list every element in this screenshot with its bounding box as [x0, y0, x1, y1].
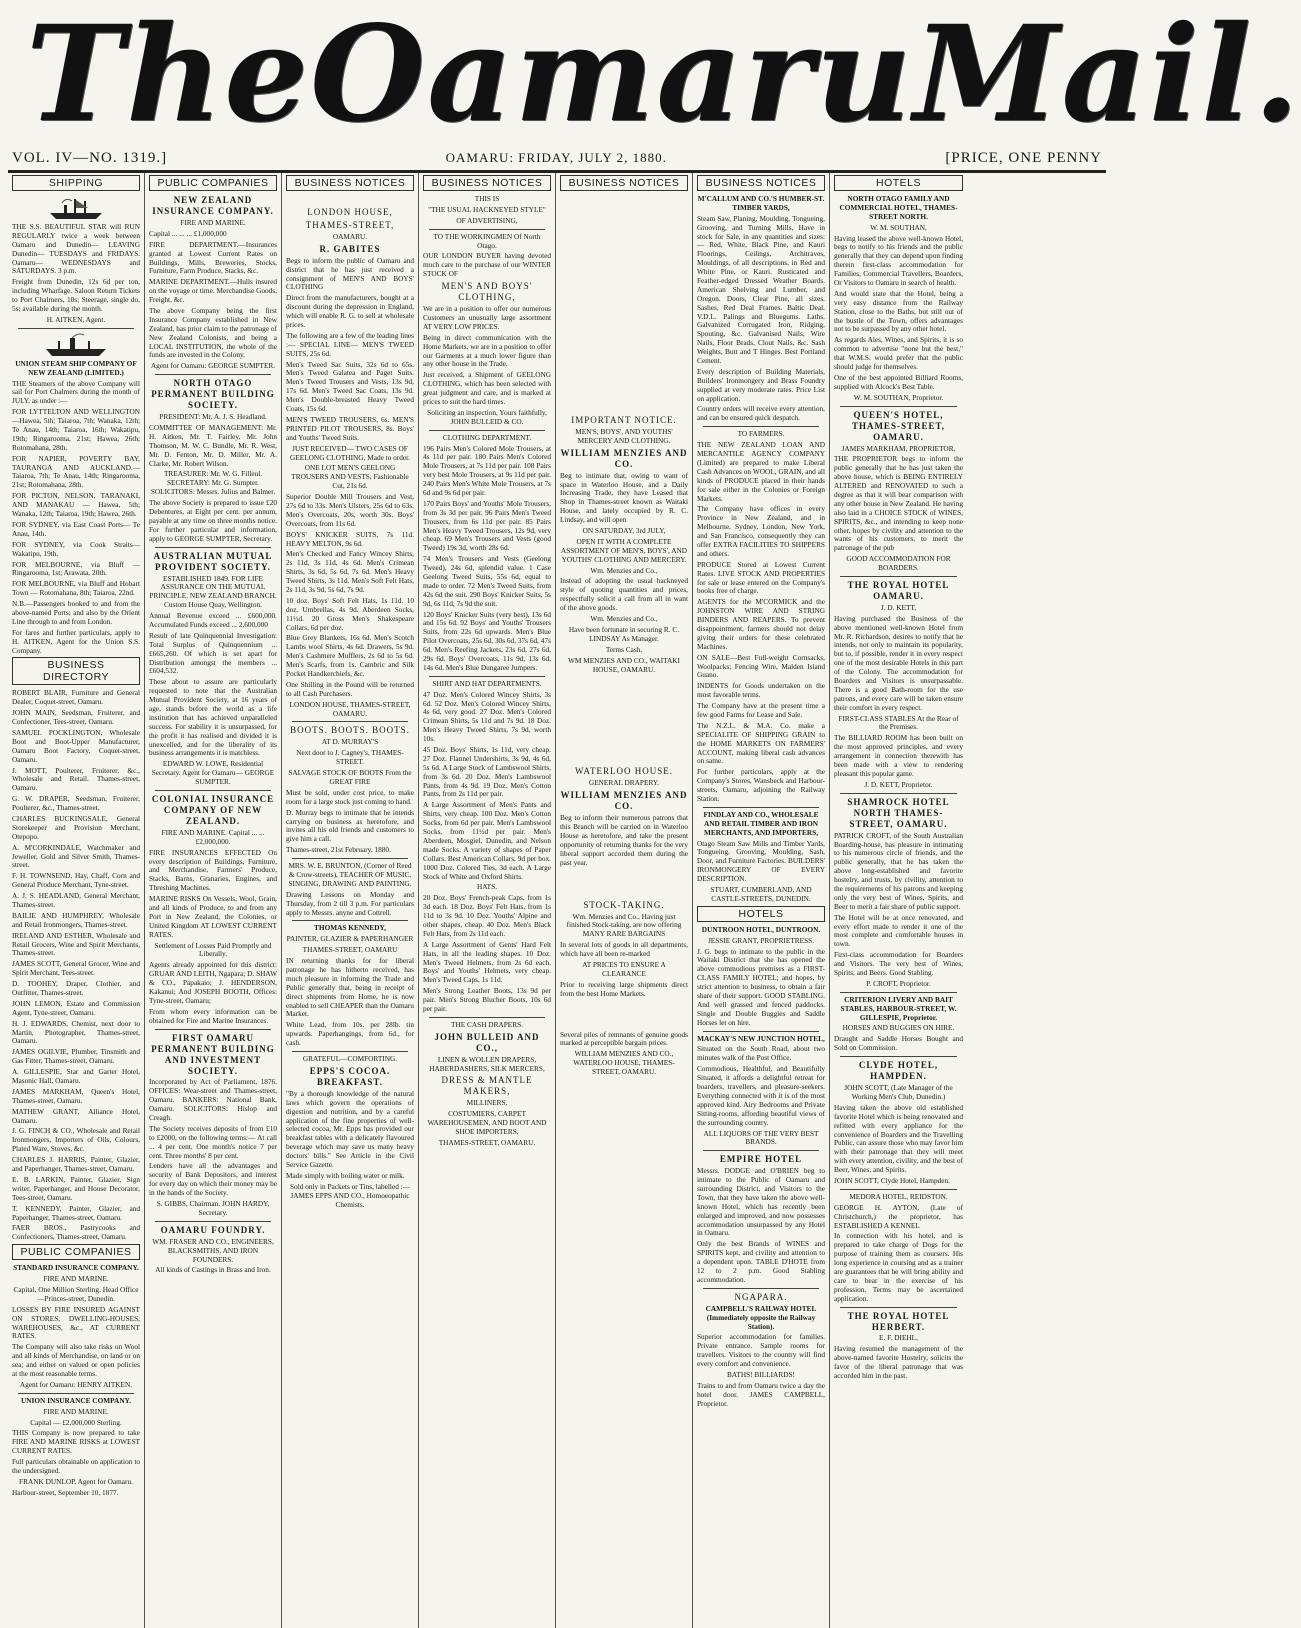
gabites-footer: LONDON HOUSE, THAMES-STREET, OAMARU. [289, 699, 411, 718]
kett-signoff: J. D. KETT, Proprietor. [864, 779, 933, 789]
mccallum-materials: Every description of Building Materials, Builders' Ironmongery and Brass Foundry supplied at very moderate rates. Price List on application. [697, 366, 825, 403]
directory-entry: FAER BROS., Pastrycooks and Confectioners, Thames-street, Oamaru. [12, 1223, 140, 1242]
north-otago-body: The above Society is prepared to issue £20 Debentures, at Eight per cent. per annum, payable at any time on three months notice. For further particular and information, apply to GEORGE SUMPTER, Secretary. [149, 498, 277, 543]
column-1 [8, 173, 145, 1628]
queens-hotel-body: THE PROPRIETOR begs to inform the public generally that he has just taken the above house, which is BEING ENTIRELY ALTERED and RENOVATED to such a degree as that it will bear comparison with any other house in New Zealand. He having also laid in a CHOICE STOCK of WINES, SPIRITS, &c., and intending to keep none other, hopes by civility and attention to the wants of his customers, to merit the patronage of the pub [834, 454, 963, 553]
colonial-insurance-marine: MARINE RISKS On Vessels, Wool, Grain, and all kinds of Produce, to and from any Port in New Zealand, the Colonies, or United Kingdom AT LOWEST CURRENT RATES. [149, 894, 277, 939]
bulleid-costumiers: COSTUMIERS, CARPET WAREHOUSEMEN, AND BOOT AND SHOE IMPORTERS, [427, 1109, 547, 1137]
to-farmers: TO FARMERS. [737, 429, 785, 439]
nzlma-farms: The Company have at the present time a few good Farms for Lease and Sale. [697, 701, 825, 719]
mccallum-stock: Steam Saw, Planing, Moulding, Tongueing, Grooving, and Turning Mills, Have in stock for Sale, in any quantities and sizes:— Red, White, Black Pine, and Kauri Floorings, Ceilings, Architraves, Mouldings, of all descriptions, in Red and White Pine, or Kauri. Rusticated and Feather-edged Dressed Weather Boards. American Shelving and Lumber, and Oregon. Doors, Clear Pine, all sizes. Sashes, Red Deal Frames. Baltic Deal. V.D.L. Palings and Bluegums. Laths. Galvanized Corrugated Iron, Ridging, Spouting, &c. Galvanised Nails, Wire Nails, Floor Brads, Clout Nails, &c. Sash Weights, Butt and T Hinges. Best Portland Cement. [697, 213, 825, 366]
southan-signoff: W. M. SOUTHAN, Proprietor. [853, 392, 944, 402]
route-melbourne-bluff: FOR MELBOURNE, via Bluff — Ringarooma, 1st; Arawata, 20th. [12, 559, 140, 578]
union-insurance-particulars: Full particulars obtainable on application to the undersigned. [12, 1457, 140, 1475]
menzies-style: Instead of adopting the usual hackneyed style of quoting quantities and prices, respectfully solicit a call from all in want of the above goods. [560, 576, 688, 613]
standard-insurance-risks: The Company will also take risks on Wool and all kinds of Merchandise, on land or on sea; and either on valued or open policies at the most reasonable terms. [12, 1342, 140, 1378]
nz-insurance-body: The above Company being the first Insurance Company established in New Zealand, has prior claim to the patronage of New Zealand Colonists, and being a LOCAL INSTITUTION, the whole of the funds are invested in the Colony. [149, 305, 277, 360]
clyde-hotel-title: CLYDE HOTEL, HAMPDEN. [858, 1060, 939, 1082]
menzies-name: WILLIAM MENZIES AND CO. [560, 447, 688, 469]
epps-cocoa-sold: Sold only in Packets or Tins, labelled :— JAMES EPPS AND CO., Homoeopathic Chemists. [290, 1181, 410, 1209]
bulleid-markets: Being in direct communication with the Home Markets, we are in a position to offer our Garments at a much lower figure than any other house in the Trade. [423, 332, 551, 369]
column-2 [145, 173, 282, 1628]
nz-insurance-agent: Agent for Oamaru: GEORGE SUMPTER. [150, 361, 276, 371]
route-picton: FOR PICTON, NELSON, TARANAKI, AND MANAKAU — Hawea, 5th; Wanaka, 12th; Taiaroa, 19th; Hawea, 26th. [12, 491, 140, 519]
section-heading-public-companies: PUBLIC COMPANIES [12, 1244, 140, 1260]
southan-name: W. M. SOUTHAN, [870, 222, 927, 232]
southan-location: And would state that the Hotel, being a very easy distance from the Railway Station, close to the Baths, but still out of the bustle of the Town, offers advantages not to be surpassed by any other hotel. [834, 288, 963, 334]
north-otago-committee: COMMITTEE OF MANAGEMENT: Mr. H. Aitken, Mr. T. Fairley, Mr. John Thomson, M. W. C. Bundle, Mr. R. West, Mr. D. Fenton, Mr. D. Miller, Mr. A. Clarke, Mr. Robert Wilson. [149, 422, 277, 468]
menzies-assortment: OPEN IT WITH A COMPLETE ASSORTMENT OF MEN'S, BOYS', AND YOUTHS' CLOTHING AND MERCERY. [560, 536, 688, 564]
union-steam-ship-title: UNION STEAM SHIP COMPANY OF NEW ZEALAND (LIMITED.) [15, 358, 137, 377]
epps-cocoa-title: EPPS'S COCOA. BREAKFAST. [309, 1065, 391, 1087]
gabites-trousers: MEN'S TWEED TROUSERS, 6s. MEN'S PRINTED PILOT TROUSERS, 8s. Boys' and Youths' Tweed Suits. [286, 414, 414, 442]
north-otago-hotel-title: NORTH OTAGO FAMILY AND COMMERCIAL HOTEL, THAMES-STREET NORTH. [839, 194, 958, 221]
directory-entry: A. J. S. HEADLAND, General Merchant, Thames-street. [12, 891, 140, 909]
section-heading-business-directory: BUSINESS DIRECTORY [12, 657, 140, 685]
brunton-lessons: Drawing Lessons on Monday and Thursday, from 2 till 3 p.m. For particulars apply to Messrs. anyne and Cottrell. [286, 889, 414, 917]
shamrock-accommodation: First-class accommodation for Boarders and Visitors. The very best of Wines, Spirits, and Beers. Good Stabling. [834, 950, 963, 977]
duntroon-hotel-title: DUNTROON HOTEL, DUNTROON. [701, 924, 821, 934]
directory-entry: ROBERT BLAIR, Furniture and General Dealer, Coquet-street, Oamaru. [12, 688, 140, 707]
clothing-list-3: 74 Men's Trousers and Vests (Geelong Tweed), 24s 6d, splendid value. 1 Case Geelong Tweed Suits, 55s 6d, equal to made to order. 72 Men's Tweed Suits, from 42s 6d the suit. 290 Boys' Knicker Suits, 5s 9d, 6s 11d, 7s 9d the suit. [423, 554, 551, 608]
directory-entry: A. M'CORKINDALE, Watchmaker and Jeweller, Gold and Silver Smith, Thames-street. [12, 842, 140, 870]
volume-number: VOL. IV—NO. 1319.] [12, 150, 168, 166]
epps-cocoa-made: Made simply with boiling water or milk. [286, 1170, 405, 1180]
ngapara-heading: NGAPARA. [734, 1291, 788, 1302]
clothing-list-4: 120 Boys' Knicker Suits (very best), 13s 6d and 15s 6d. 92 Boys' and Youths' Trousers Suits, from 22s 6d upwards. Men's Blue Pilot Overcoats, 25s 6d, 30s 6d, 37s 6d, 47s 6d. Men's Reefing Jackets, 23s 6d, 27s 6d, 29s 6d. Boys' Overcoats, 11s 9d, 13s 6d, 14s 6d. Men's Blue Dungaree Jumpers. [423, 609, 551, 672]
royal-hotel-body: Having purchased the Business of the above mentioned well-known Hotel from Mr. R. Richardson, desires to notify that he intends, not only to maintain its popularity, but to, if possible, render it in every respect one of the most desirable Hotels in this part of the Colony. The accommodation for Boarders and Visitors is unsurpassable. There is a good Bath-room for the use patrons, and every care will be taken ensure their comfort in every respect. [834, 613, 963, 712]
mccallum-country: Country orders will receive every attention, and can be ensured quick despatch. [697, 404, 825, 423]
findlay-address: STUART, CUMBERLAND, AND CASTLE-STREETS, DUNEDIN. [710, 885, 812, 903]
diehl-body: Having resumed the management of the above-named favorite Hostelry, solicits the favor of the liberal patronage that was accorded him in the past. [834, 1344, 963, 1381]
standard-insurance-agent: Agent for Oamaru: HENRY AITKEN. [19, 1379, 133, 1389]
directory-entry: A. GILLESPIE, Star and Garter Hotel, Masonic Hall, Oamaru. [12, 1067, 140, 1086]
directory-entry: SAMUEL POCKLINGTON, Wholesale Boot and Boot-Upper Manufacturer, Oamaru Boot Factory, Coquet-street, Oamaru. [12, 727, 140, 764]
column-4 [419, 173, 556, 1628]
route-lyttelton: FOR LYTTELTON AND WELLINGTON —Hawea, 5th; Taiaroa, 7th; Wanaka, 12th; Te Anau, 14th; Taiaroa, 16th; Wakatipu, 19th; Ringarooma, 21st; Hawea, 26th; Rotomahana, 28th. [12, 407, 140, 452]
masthead-word-oamaru: Oamaru [310, 0, 914, 152]
royal-hotel-stables: FIRST-CLASS STABLES At the Rear of the Premises. [838, 713, 959, 732]
clyde-body: Having taken the above old established favorite Hotel which is being renovated and refitted with every appliance for the convenience of Boarders and the Travelling Public, can assure those who may favor him with their patronage that they will meet with every attention, civility, and the best of Beer, Wines, and Spirits. [834, 1102, 963, 1175]
ad-agent-aitken: H. AITKEN, Agent. [46, 314, 106, 324]
directory-entry: IRELAND AND ESTHER, Wholesale and Retail Grocers, Wine and Spirit Merchants, Thames-street. [12, 930, 140, 958]
section-heading-hotels: HOTELS [834, 175, 963, 191]
bulleid-hackneyed: "THE USUAL HACKNEYED STYLE" [428, 204, 546, 214]
bulleid-clothing-heading: MEN'S AND BOYS' CLOTHING, [441, 281, 533, 303]
bulleid-geelong: Just received, a Shipment of GEELONG CLOTHING, which has been selected with great judgment and care, and is marked at prices to suit the hard times. [423, 370, 551, 406]
amp-society-surplus: Result of late Quinquennial Investigation: Total Surplus of Quinquennium ...£665,260. Of which is set apart for Distribution amongst the members ...£604,532. [149, 630, 277, 676]
medora-hotel-title: MEDORA HOTEL, REIDSTON. [849, 1191, 948, 1201]
bulleid-dress: DRESS & MANTLE MAKERS, [441, 1075, 533, 1097]
london-house-town: OAMARU. [332, 231, 368, 241]
route-napier: FOR NAPIER, POVERTY BAY, TAURANGA AND AUCKLAND.—Taiaroa, 7th; Te Anau, 14th; Ringarooma, 21st; Rotomahana, 28th. [12, 453, 140, 490]
colonial-insurance-title: COLONIAL INSURANCE COMPANY OF NEW ZEALAND. [151, 793, 275, 826]
menzies-waitaki: WM MENZIES AND CO., WAITAKI HOUSE, OAMARU. [568, 655, 680, 674]
queens-hotel-boarders: GOOD ACCOMMODATION FOR BOARDERS. [846, 554, 951, 573]
royal-hotel-title: THE ROYAL HOTEL OAMARU. [847, 579, 950, 601]
waterloo-house: WATERLOO HOUSE. [575, 766, 673, 777]
directory-entry: T. KENNEDY, Painter, Glazier, and Paperhanger, Thames-street, Oamaru. [12, 1203, 140, 1222]
murray-intimate: D. Murray begs to intimate that he intends carrying on business as heretofore, and invites all his old friends and customers to give him a call. [286, 807, 414, 844]
amp-society-title: AUSTRALIAN MUTUAL PROVIDENT SOCIETY. [153, 550, 273, 572]
route-melbourne-hobart: FOR MELBOURNE, via Bluff and Hobart Town — Rotomahana, 8th; Taiaroa, 22nd. [12, 579, 140, 598]
royal-hotel-billiards: The BILLIARD ROOM has been built on the most approved principles, and every arrangement in connection therewith has been made with a view to rendering pleasant this popular game. [834, 733, 963, 778]
directory-entry: CHARLES J. HARRIS, Painter, Glazier, and Paperhanger, Thames-street, Oamaru. [12, 1155, 140, 1174]
menzies-remnants: Several piles of remnants of genuine goods marked at perceptible bargain prices. [560, 1029, 688, 1048]
oamaru-foundry-title: OAMARU FOUNDRY. [160, 1224, 266, 1235]
kett-name: J. D. KETT, [880, 602, 917, 612]
gabites-knicker: BOYS' KNICKER SUITS, 7s 11d. HEAVY MELTON, 9s 6d. [286, 529, 414, 548]
menzies-remarked: In several lots of goods in all departments, which have all been re-marked [560, 940, 688, 959]
bulleid-firm-name: JOHN BULLEID AND CO., [434, 1031, 540, 1053]
gabites-blankets: Blue Grey Blankets, 16s 6d. Men's Scotch Lambs wool Shirts, 4s 6d. Drawers, 5s 9d. Men's Cashmere Mufflers, 2s 6d to 5s 6d. Men's Scarfs, from 1s. Cambric and Silk Pocket Handkerchiefs, &c. [286, 633, 414, 678]
ship-icon [46, 195, 106, 221]
first-oamaru-building-offices: Incorporated by Act of Parliament, 1876. OFFICES: Wear-street and Thames-street, Oamaru. BANKERS: National Bank, Oamaru. SOLICITORS: Hislop and Creagh. [149, 1077, 277, 1123]
route-note: N.B.—Passengers booked to and from the above-named Ports; and also by the Orient Line through to and from London. [12, 599, 140, 626]
hats-heading: HATS. [476, 882, 498, 892]
duntroon-proprietress: JESSIE GRANT, PROPRIETRESS. [707, 935, 815, 945]
gabites-name: R. GABITES [319, 243, 381, 254]
hats-list-1: 20 Doz. Boys' French-peak Caps, from 1s 3d each. 18 Doz. Boys' Felt Hats, from 1s 11d to 3s 9d. 10 Doz. Youths' Alpine and other shapes, cheap. 40 Doz. Men's Black Felt Hats, from 2s 11d each. [423, 893, 551, 938]
colonial-insurance-settlement: Settlement of Losses Paid Promptly and Liberally. [154, 940, 272, 959]
gabites-one-lot: ONE LOT MEN'S GEELONG TROUSERS AND VESTS, Fashionable Cut, 21s 6d. [291, 463, 409, 491]
epps-cocoa-body: "By a thorough knowledge of the natural laws which govern the operations of digestion and nutrition, and by a careful application of the fine properties of well-selected cocoa, Mr. Epps has provided our breakfast tables with a delicately flavoured beverage which may save us many heavy doctors' bills." See Article in the Civil Service Gazette. [286, 1088, 414, 1169]
gabites-direct: Direct from the manufacturers, bought at a discount during the depression in England, which will enable R. G. to sell at wholesale prices. [286, 293, 414, 330]
criterion-horses: HORSES AND BUGGIES ON HIRE. [842, 1023, 955, 1033]
column-7 [830, 173, 967, 1628]
union-agent: For fares and further particulars, apply to H. AITKEN, Agent for the Union S.S. Company. [12, 627, 140, 655]
nz-insurance-fire: FIRE DEPARTMENT.—Insurances granted at Lowest Current Rates on Buildings, Mills, Breweries, Stocks, Furniture, Farm Produce, Stacks, &c. [149, 239, 277, 276]
section-heading-business-notices: BUSINESS NOTICES [697, 175, 825, 191]
dateline [8, 150, 1106, 172]
campbell-trains: Trains to and from Oamaru twice a day the hotel door. JAMES CAMPBELL, Proprietor. [697, 1380, 825, 1408]
menzies-name-2: WILLIAM MENZIES AND CO. [560, 790, 688, 812]
southan-body: Having leased the above well-known Hotel, begs to notify to his friends and the public generally that they can depend upon finding therein first-class accommodation for Families, Commercial Travellers, Boarders, Or Visitors to Oamaru in search of health. [834, 233, 963, 288]
kennedy-trade: PAINTER, GLAZIER & PAPERHANGER [286, 934, 414, 944]
standard-insurance-capital: Capital, One Million Sterling. Head Office—Princes-street, Dunedin. [13, 1284, 139, 1303]
boots-headline: BOOTS. BOOTS. BOOTS. [290, 725, 410, 736]
findlay-title: FINDLAY AND CO., WHOLESALE AND RETAIL TIMBER AND IRON MERCHANTS, AND IMPORTERS, [703, 809, 819, 837]
masthead-word-mail: Mail. [913, 0, 1301, 152]
masthead-word-the: The [26, 0, 311, 152]
union-insurance-subtitle: FIRE AND MARINE. [43, 1406, 109, 1416]
clothing-department-heading: CLOTHING DEPARTMENT. [442, 432, 532, 442]
gabites-special: The following are a few of the leading lines :— SPECIAL LINE— MEN'S TWEED SUITS, 25s 6d. [286, 330, 414, 358]
menzies-clearance: AT PRICES TO ENSURE A CLEARANCE [582, 959, 666, 978]
directory-entry: H. J. EDWARDS, Chemist, next door to Martin, Photographer, Thames-street, Oamaru. [12, 1018, 140, 1046]
section-heading-public-companies: PUBLIC COMPANIES [149, 175, 277, 191]
union-insurance-capital: Capital — £2,000,000 Sterling. [30, 1417, 122, 1427]
menzies-intimate: Beg to intimate that, owing to want of space in Waterloo House, and a Daily Increasing Trade, they have Leased that Shop in Thames-street known as Waitaki House, and lately occupied by R. C. Lindsay, and will open [560, 470, 688, 525]
important-notice: IMPORTANT NOTICE. [571, 415, 677, 425]
mackay-body: Commodious, Healthful, and Beautifully Situated, it affords a delightful retreat for boarders, travellers, and pleasure-seekers. Everything connected with it is of the most approved kind. Airy Bedrooms and Private Sitting-rooms, affording beautiful views of the surrounding country. [697, 1064, 825, 1127]
directory-entry: MATHEW GRANT, Alliance Hotel, Oamaru. [12, 1106, 140, 1125]
amp-society-revenue: Annual Revenue exceed ... £600,000. Accumulated Funds exceed ... 2,600,000 [149, 611, 277, 629]
north-otago-officers: TREASURER: Mr. W. G. Filleul. SECRETARY: Mr. G. Sumpter. SOLICITORS: Messrs. Julius and Balmer. [150, 469, 276, 497]
nzlma-particulars: For further particulars, apply at the Company's Stores, Wansbeck and Harbour-streets, Oamaru, adjoining the Railway Station. [697, 767, 825, 803]
markham-proprietor: JAMES MARKHAM, PROPRIETOR. [841, 443, 956, 453]
menzies-terms: Terms Cash. [605, 644, 643, 654]
directory-entry: D. TOOHEY, Draper, Clothier, and Outfitter, Thames-street. [12, 979, 140, 998]
kennedy-name: THOMAS KENNEDY, [314, 923, 386, 933]
clyde-signoff: JOHN SCOTT, Clyde Hotel, Hampden. [834, 1175, 950, 1185]
queens-hotel-title: QUEEN'S HOTEL, THAMES-STREET, OAMARU. [851, 409, 946, 442]
duntroon-body: J. G. begs to intimate to the public in the Waitaki District that she has opened the above commodious premises as a FIRST-CLASS FAMILY HOTEL; and hopes, by strict attention to business, to obtain a fair share of their support. GOOD STABLING. And well grassed and fenced paddocks. Single and Double Buggies and Saddle Horses let on hire. [697, 946, 825, 1027]
colonial-insurance-info: From whom every information can be obtained for Fire and Marine Insurances. [149, 1006, 277, 1025]
gabites-suits: Men's Tweed Sac Suits, 32s 6d to 65s. Men's Tweed Galatea and Paget Suits. Men's Tweed Trousers and Vests, 13s 9d, 17s 6d. Men's Tweed Sac Coats, 13s 9d. Men's Double-breasted Heavy Tweed Coats, 15s 6d. [286, 359, 414, 414]
gabites-hats: 10 doz. Boys' Soft Felt Hats, 1s 11d. 10 doz. Umbrellas, 4s 9d. Aberdeen Socks, 11½d. 20 Gross Men's Shakespeare Collars, 6d per doz. [286, 595, 414, 632]
section-heading-business-notices: BUSINESS NOTICES [423, 175, 551, 191]
shirt-hat-heading: SHIRT AND HAT DEPARTMENTS. [432, 678, 542, 688]
bulleid-trades: LINEN & WOLLEN DRAPERS, HABERDASHERS, SILK MERCERS, [429, 1054, 545, 1073]
union-steam-ship-intro: THE Steamers of the above Company will sail for Port Chalmers during the month of JULY, as under :— [12, 378, 140, 406]
route-sydney-cook: FOR SYDNEY, via Cook Straits—Wakatipu, 19th. [12, 539, 140, 558]
croft-signoff: P. CROFT, Proprietor. [866, 978, 931, 988]
column-6 [693, 173, 830, 1628]
ayton-kennel: GEORGE H. AYTON, (Late of Christchurch,) the proprietor, has ESTABLISHED A KENNEL [834, 1202, 963, 1230]
north-otago-building-title: NORTH OTAGO PERMANENT BUILDING SOCIETY. [151, 378, 275, 411]
campbell-hotel-body: Superior accommodation for families. Private entrance. Sample rooms for travellers. Visitors to the country will find every comfort and convenience. [697, 1332, 825, 1369]
gabites-intro: Begs to inform the public of Oamaru and district that he has just received a consignment of MEN'S AND BOYS' CLOTHING [286, 255, 414, 292]
oamaru-foundry-owners: WM. FRASER AND CO., ENGINEERS, BLACKSMITHS, AND IRON FOUNDERS. [152, 1236, 274, 1264]
ad-beautiful-star: THE S.S. BEAUTIFUL STAR will RUN REGULARLY twice a week between Oamaru and Dunedin— LEAVING Dunedin— TUESDAYS and FRIDAYS. Oamaru— WEDNESDAYS and SATURDAYS. 3 p.m. [12, 222, 140, 276]
first-oamaru-building-lenders: Lenders have all the advantages and security of Bank Depositors, and interest for every day on which their money may be in the hands of the Society. [149, 1161, 277, 1198]
findlay-mills: Otago Steam Saw Mills and Timber Yards, Tongueing, Grooving, Moulding, Sash, Door, and Furniture Factories. BUILDERS' IRONMONGERY OF EVERY DESCRIPTION. [697, 838, 825, 884]
amp-society-body: These about to assure are particularly requested to note that the Australian Mutual Provident Society, at 16 years of age, stands before the world as a life institution that has achieved unparalleled success. For stability it is unsurpassed, for the profit it has realised and divided it is unexcelled, and for the liberality of its business arrangements it is matchless. [149, 677, 277, 758]
union-insurance-body: THIS Company is now prepared to take FIRE AND MARINE RISKS at LOWEST CURRENT RATES. [12, 1428, 140, 1456]
kennedy-prices: White Lead, from 10s. per 28lb. tin upwards. Paperhangings, from 6d., for cash. [286, 1020, 414, 1048]
menzies-mercery: MEN'S, BOYS', AND YOUTHS' MERCERY AND CLOTHING. [575, 426, 673, 445]
criterion-commission: Draught and Saddle Horses Bought and Sold on Commission. [834, 1034, 963, 1053]
epps-tagline: GRATEFUL—COMFORTING. [302, 1054, 398, 1064]
bulleid-signoff: Soliciting an inspection, Yours faithfully, JOHN BULLEID & CO. [427, 407, 547, 426]
murray-salvage: SALVAGE STOCK OF BOOTS From the GREAT FIRE [288, 768, 412, 786]
directory-entry: F. H. TOWNSEND, Hay, Chaff, Corn and General Produce Merchant, Tyne-street. [12, 871, 140, 890]
empire-hotel-title: EMPIRE HOTEL [719, 1154, 803, 1165]
diehl-name: E. F. DIEHL, [879, 1333, 918, 1343]
nzlma-on-sale: ON SALE—Best Full-weight Cornsacks, Woolpacks; Fencing Wire, Malden Island Guano. [697, 652, 825, 680]
steamer-icon [44, 332, 108, 358]
gabites-overcoats: Superior Double Mill Trousers and Vest, 27s 6d to 33s. Men's Ulsters, 25s 6d to 63s. Men's Overcoats, 20s, worth 30s. Boys' Overcoats, from 11s 6d. [286, 492, 414, 528]
gabites-shilling: One Shilling in the Pound will be returned to all Cash Purchasers. [286, 679, 414, 698]
kennedy-body: IN returning thanks for for liberal patronage he has hitherto received, has much pleasure in informing the Trade and Public generally that, being in receipt of direct shipments from Home, he is now enabled to sell CHEAPER than the Oamaru Market. [286, 956, 414, 1019]
directory-entry: G. W. DRAPER, Seedsman, Fruiterer, Poulterer, &c., Thames-street. [12, 794, 140, 813]
clyde-scott: JOHN SCOTT, (Late Manager of the Working Men's Club, Dunedin.) [844, 1083, 953, 1101]
first-oamaru-building-deposits: The Society receives deposits of from £10 to £2000, on the following terms:— At call ... 4 per cent. One month's notice 7 per cent. Three months' 8 per cent. [149, 1123, 277, 1160]
union-insurance-agent: FRANK DUNLOP, Agent for Oamaru. [19, 1476, 133, 1486]
bulleid-position: We are in a position to offer our numerous Customers an unusually large assortment AT VERY LOW PRICES. [423, 304, 551, 331]
southan-billiards: One of the best appointed Billiard Rooms, supplied with Alcock's Best Table. [834, 372, 963, 391]
gabites-shirts: Men's Checked and Fancy Wincey Shirts, 2s 11d, 3s 11d, 4s 6d. Men's Crimean Shirts, 3s 6d, 5s 6d, 7s 6d. Men's Heavy Tweed Shirts, 3s 11d. Men's Soft Felt Hats, 2s 11d, 3s 9d, 5s 6d, 7s 9d. [286, 549, 414, 594]
nzlma-agents: AGENTS for the M'CORMICK and the JOHNSTON WIRE AND STRING BINDERS AND REAPERS. To prevent disappointment, farmers should not delay giving their orders for these celebrated Machines. [697, 597, 825, 651]
gabites-geelong: JUST RECEIVED— TWO CASES OF GEELONG CLOTHING, Made to order. [290, 443, 410, 462]
masthead [8, 0, 1301, 152]
murray-address: Next door to J. Cagney's, THAMES-STREET. [296, 748, 404, 767]
bulleid-milliners: MILLINERS, [466, 1098, 508, 1108]
shamrock-renovated: The Hotel will be at once renovated, and every effort made to render it one of the most complete and comfortable houses in town. [834, 912, 963, 949]
cash-drapers: THE CASH DRAPERS. [451, 1019, 523, 1029]
clothing-list-2: 170 Pairs Boys' and Youths' Mole Trousers, from 3s 3d per pair. 96 Pairs Men's Tweed Trousers, from 6s 11d per pair. 85 Pairs Men's Heavy Tweed Trousers, 12s 9d, very cheap. 69 Men's Trousers and Vests (good Tweed) 19s 3d, worth 28s 6d. [423, 498, 551, 553]
menzies-waterloo-address: WILLIAM MENZIES AND CO., WATERLOO HOUSE, THAMES-STREET, OAMARU. [573, 1049, 675, 1077]
first-oamaru-building-officers: S. GIBBS, Chairman. JOHN HARDY, Secretary. [156, 1199, 270, 1217]
nzlma-indents: INDENTS for Goods undertaken on the most favorable terms. [697, 681, 825, 700]
ad-freight-rates: Freight from Dunedin, 12s 6d per ton, including Wharfage. Saloon Return Tickets to Port Chalmers, 10s; Steerage, single do, 5s; available during the month. [12, 277, 140, 314]
amp-society-agent: EDWARD W. LOWE, Residential Secretary. Agent for Oamaru— GEORGE SUMPTER. [151, 759, 275, 787]
stock-taking: STOCK-TAKING. [583, 899, 665, 910]
route-sydney-east: FOR SYDNEY, via East Coast Ports— Te Anau, 14th. [12, 519, 140, 538]
mackay-location: Situated on the South Road, about two minutes walk of the Post Office. [697, 1044, 825, 1063]
mackay-hotel-title: MACKAY'S NEW JUNCTION HOTEL, [697, 1033, 825, 1043]
shamrock-hotel-title: SHAMROCK HOTEL NORTH THAMES-STREET, OAMARU. [847, 796, 950, 829]
directory-entry: JAMES SCOTT, General Grocer, Wine and Spirit Merchant, Tees-street. [12, 959, 140, 978]
north-otago-president: PRESIDENT: Mr. A. J. S. Headland. [159, 412, 267, 422]
menzies-saturday: ON SATURDAY, 3rd JULY, [582, 526, 666, 536]
general-drapery: GENERAL DRAPERY. [588, 778, 660, 788]
section-heading-shipping: SHIPPING [12, 175, 140, 191]
mackay-liquors: ALL LIQUORS OF THE VERY BEST BRANDS. [703, 1128, 819, 1147]
criterion-stables-title: CRITERION LIVERY AND BAIT STABLES, HARBOUR-STREET, W. GILLESPIE, Proprietor. [840, 994, 957, 1022]
bulleid-advertising: OF ADVERTISING, [456, 215, 518, 225]
section-heading-hotels: HOTELS [697, 906, 825, 922]
bulleid-address: THAMES-STREET, OAMARU. [438, 1137, 536, 1147]
shirt-list-1: 47 Doz. Men's Colored Wincey Shirts, 3s 6d. 52 Doz. Men's Colored Wincey Shirts, 4s 6d, very good. 27 Doz. Men's Colored Crimean Shirts, 5s 11d and 7s 9d. 18 Doz. Men's Heavy Tweed Shirts, 7s 9d, worth 10s. [423, 689, 551, 744]
issue-date: OAMARU: FRIDAY, JULY 2, 1880. [445, 150, 667, 165]
empire-hotel-body: Messrs. DODGE and O'BRIEN beg to intimate to the Public of Oamaru and surrounding District, and Visitors to the Town, that they have taken the above well-known Hotel, which has recently been enlarged and improved, and now possesses accommodation unsurpassed by any Hotel in Oamaru. [697, 1166, 825, 1238]
union-insurance-title: UNION INSURANCE COMPANY. [20, 1395, 132, 1405]
london-house-street: THAMES-STREET, [305, 219, 395, 230]
nzlma-intro: THE NEW ZEALAND LOAN AND MERCANTILE AGENCY COMPANY (Limited) are prepared to make Liberal Cash Advances on WOOL, GRAIN, and all kinds of PRODUCE placed in their hands for sale either in the Colonies or Foreign Markets. [697, 440, 825, 503]
nzlma-grain: The N.Z.L. & M.A. Co. make a SPECIALITE OF SHIPPING GRAIN to the HOME MARKETS ON FARMERS' ACCOUNT, making liberal cash advances on same. [697, 720, 825, 766]
section-heading-business-notices: BUSINESS NOTICES [286, 175, 414, 191]
kennedy-address: THAMES-STREET, OAMARU [302, 945, 398, 955]
campbell-hotel-title: CAMPBELL'S RAILWAY HOTEL (Immediately opposite the Railway Station). [705, 1303, 817, 1331]
clothing-list-1: 196 Pairs Men's Colored Mole Trousers, at 4s 11d per pair. 180 Pairs Men's Colored Mole Trousers, at 7s 11d per pair. 108 Pairs very best Mole Trousers, at 9s 11d per pair. 240 Pairs Men's White Mole Trousers, at 7s 6d and 9s 6d per pair. [423, 443, 551, 497]
standard-insurance-title: STANDARD INSURANCE COMPANY. [13, 1263, 139, 1273]
directory-entry: JOHN MAIN, Seedsman, Fruiterer, and Confectioner, Tees-street, Oamaru. [12, 708, 140, 727]
mccallum-title: M'CALLUM AND CO.'S HUMBER-ST. TIMBER YARDS, [697, 194, 825, 212]
price: [PRICE, ONE PENNY [945, 150, 1102, 166]
directory-entry: CHARLES BUCKINGSALE, General Storekeeper and Provision Merchant, Otepopo. [12, 813, 140, 841]
menzies-sig-1: Wm. Menzies and Co., [590, 565, 658, 575]
shirt-list-2: 45 Doz. Boys' Shirts, 1s 11d, very cheap. 27 Doz. Flannel Undershirts, 3s 9d, 4s 6d, 5s 6d. A Large Stock of Lambswool Shirts, from 3s 6d. 20 Doz. Men's Lambswool Pants, from 4s 9d. 19 Doz. Men's Cotton Pants, from 2s 11d per pair. [423, 745, 551, 799]
royal-hotel-herbert-title: THE ROYAL HOTEL HERBERT. [847, 1310, 950, 1332]
directory-entry: JAMES MARKHAM, Queen's Hotel, Thames-street, Oamaru. [12, 1086, 140, 1105]
standard-insurance-subtitle: FIRE AND MARINE. [43, 1274, 109, 1284]
murray-body: Must be sold, under cost price, to make room for a large stock just coming to hand. [286, 787, 414, 806]
campbell-baths: BATHS! BILLIARDS! [727, 1370, 795, 1380]
directory-entry: JOHN LEMON, Estate and Commission Agent, Tyne-street, Oamaru. [12, 998, 140, 1017]
directory-entry: E. B. LARKIN, Painter, Glazier, Sign writer, Paperhanger, and House Decorator, Tees-street, Oamaru. [12, 1174, 140, 1202]
nzlma-offices: The Company have offices in every Province in New Zealand, and in Melbourne, Sydney, London, New York, and San Francisco, consequently they can offer EXTRA FACILITIES TO SHIPPERS and others. [697, 504, 825, 558]
hats-list-2: A Large Assortment of Gents' Hard Felt Hats, in all the leading shapes. 10 Doz. Men's Tweed Helmets, from 2s 6d each. Boys' and Youths' Helmets, very cheap. Men's Tweed Caps, 1s 11d. [423, 939, 551, 985]
shamrock-body: PATRICK CROFT, of the South Australian Boarding-house, has pleasure in intimating to his numerous circle of friends, and the public generally, that he has taken the above long-established and favorite hostelry, and trusts, by civility, attention to the requirements of his patrons and keeping only the very best of Wines, Spirits, and Beer to merit a fair share of public support. [834, 830, 963, 911]
murray-date: Thames-street, 21st February, 1880. [286, 845, 391, 855]
bulleid-buyer: OUR LONDON BUYER having devoted much care to the purchase of our WINTER STOCK OF [423, 251, 551, 279]
column-5 [556, 173, 693, 1628]
colonial-insurance-fire: FIRE INSURANCES EFFECTED On every description of Buildings, Furniture, and Merchandise, Farmers' Produce, Stacks, Barns, Granaries, Engines, and Threshing Machines. [149, 847, 277, 893]
amp-society-branch: ESTABLISHED 1849. FOR LIFE ASSURANCE ON THE MUTUAL PRINCIPLE. NEW ZEALAND BRANCH. Custom House Quay, Wellington. [149, 573, 277, 610]
menzies-manager: Have been fortunate in securing R. C. LINDSAY As Manager. [568, 624, 680, 643]
columns [8, 172, 1106, 1628]
boots-list: Men's Strong Leather Boots, 13s 9d per pair. Men's Strong Blucher Boots, 10s 6d per pair. [423, 986, 551, 1013]
oamaru-foundry-castings: All kinds of Castings in Brass and Iron. [155, 1265, 271, 1275]
standard-insurance-losses: LOSSES BY FIRE INSURED AGAINST ON STORES, DWELLING-HOUSES, WAREHOUSES, &c., AT CURRENT RATES. [12, 1304, 140, 1341]
ayton-body: In connection with his hotel, and is prepared to take charge of Dogs for the purpose of training them as coursers. His long experience in coursing and as a trainer are guarantees that he will bring ability and care to bear in the exercise of his profession. Terms may be ascertained application. [834, 1231, 963, 1303]
column-3 [282, 173, 419, 1628]
empire-hotel-wines: Only the best Brands of WINES and SPIRITS kept, and civility and attention to a dependent upon. TABLE D'HOTE from 12 to 2 p.m. Good Stabling accommodation. [697, 1239, 825, 1284]
directory-entry: J. MOTT, Poulterer, Fruiterer, &c., Wholesale and Retail. Thames-street, Oamaru. [12, 765, 140, 793]
menzies-prior: Prior to receiving large shipments direct from the best Home Markets. [560, 979, 688, 998]
menzies-bargains: Wm. Menzies and Co., Having just finished Stock-taking, are now offering MANY RARE BARGAINS [566, 911, 682, 939]
shirt-list-3: A Large Assortment of Men's Pants and Shirts, very cheap. 100 Doz. Men's Cotton Socks, from 6d per pair. Men's Lambswool Socks, from 11½d per pair. Men's Aberdeen, Mosgiel, Dunedin, and Nelson made Socks. A variety of shapes of Paper Collars. Best American Collars, 9d per box. 1000 Doz. Colored Ties, 3d each. A Large Stock of White and Oxford Shirts. [423, 800, 551, 881]
southan-ales: As regards Ales, Wines, and Spirits, it is so common to advertise "none but the best," that W.M.S. would prefer that the public should judge for themselves. [834, 335, 963, 372]
nz-insurance-marine: MARINE DEPARTMENT.—Hulls insured on the voyage or time. Merchandise Goods, Freight, &c. [149, 277, 277, 305]
directory-entry: J. G. FINCH & CO., Wholesale and Retail Ironmongers, Importers of Oils, Colours, Plated Ware, Stoves, &c. [12, 1126, 140, 1154]
menzies-patrons: Beg to inform their numerous patrons that this Branch will be carried on in Waterloo House as heretofore, and take the present opportunity of returning thanks for the very liberal support accorded them during the past year. [560, 813, 688, 867]
nz-insurance-capital: Capital ... ... ... £1,000,000 [149, 228, 227, 238]
bulleid-this-is: THIS IS [474, 194, 500, 203]
murray-name: AT D. MURRAY'S [321, 737, 379, 747]
directory-entry: BAILIE AND HUMPHREY, Wholesale and Retail Ironmongers, Thames-street. [12, 910, 140, 929]
colonial-insurance-capital: FIRE AND MARINE. Capital ... ... £2,000,000. [161, 827, 265, 846]
union-insurance-date: Harbour-street, September 10, 1877. [12, 1487, 119, 1497]
nz-insurance-title: NEW ZEALAND INSURANCE COMPANY. [152, 195, 274, 216]
first-oamaru-building-title: FIRST OAMARU PERMANENT BUILDING AND INVESTMENT SOCIETY. [151, 1032, 275, 1076]
london-house-title: LONDON HOUSE, [307, 207, 393, 217]
directory-entry: JAMES OGILVIE, Plumber, Tinsmith and Gas Fitter, Thames-street, Oamaru. [12, 1047, 140, 1066]
bulleid-workingmen: TO THE WORKINGMEN Of North Otago. [433, 231, 541, 250]
nz-insurance-subtitle: FIRE AND MARINE. [180, 217, 246, 227]
nzlma-produce: PRODUCE Stored at Lowest Current Rates. LIVE STOCK AND PROPERTIES for sale or lease entered on the Company's books free of charge. [697, 559, 825, 596]
colonial-insurance-agents: Agents already appointed for this district: GRUAR AND LEITH, Ngapara; D. SHAW & CO., Papakaio; J. HENDERSON, Kakanui; And JOSEPH BOOTH, Offices: Tyne-street, Oamaru; [149, 960, 277, 1005]
menzies-sig-2: Wm. Menzies and Co., [590, 614, 658, 624]
brunton-title: MRS. W. E. BRUNTON, (Corner of Reed & Crow-streets), TEACHER OF MUSIC, SINGING, DRAWING AND PAINTING. [288, 861, 412, 888]
section-heading-business-notices: BUSINESS NOTICES [560, 175, 688, 191]
